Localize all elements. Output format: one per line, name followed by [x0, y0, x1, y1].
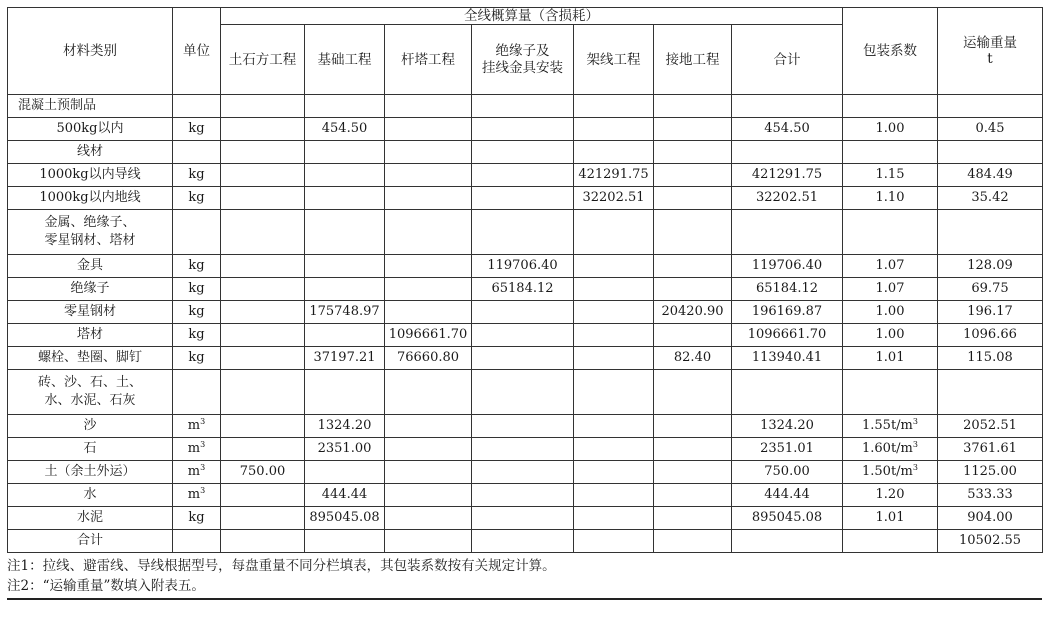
cell-weight: 35.42 [938, 187, 1043, 210]
packing-text: 1.07 [875, 258, 905, 273]
cell-weight: 10502.55 [938, 530, 1043, 553]
cell-category: 沙 [8, 415, 173, 438]
cell-value [221, 187, 305, 210]
cell-unit [173, 438, 221, 461]
cell-value [654, 530, 732, 553]
cell-value [654, 370, 732, 415]
cell-category: 水 [8, 484, 173, 507]
cell-value [472, 95, 574, 118]
table-row [8, 370, 1043, 415]
header-col-6: 合计 [732, 25, 843, 95]
header-weight-line1: 运输重量 [963, 35, 1017, 51]
cell-value [472, 415, 574, 438]
cell-packing [843, 278, 938, 301]
cell-packing [843, 370, 938, 415]
cell-value: 1096661.70 [732, 324, 843, 347]
cell-category: 零星钢材 [8, 301, 173, 324]
cell-value [732, 95, 843, 118]
cell-value [305, 324, 385, 347]
cell-value [574, 415, 654, 438]
packing-text: 1.01 [875, 350, 905, 365]
cell-value: 454.50 [305, 118, 385, 141]
table-row [8, 484, 1043, 507]
unit-text: m [187, 487, 201, 502]
cell-value [472, 347, 574, 370]
cell-packing [843, 347, 938, 370]
cell-unit [173, 324, 221, 347]
cell-value [472, 461, 574, 484]
cell-category: 500kg以内 [8, 118, 173, 141]
cell-value [654, 484, 732, 507]
unit-text: kg [188, 190, 205, 205]
cell-value [654, 438, 732, 461]
packing-text: 1.00 [875, 327, 905, 342]
cell-packing [843, 164, 938, 187]
cell-unit [173, 164, 221, 187]
cell-value: 444.44 [305, 484, 385, 507]
unit-text: kg [188, 327, 205, 342]
cell-value [385, 95, 472, 118]
cell-value [385, 118, 472, 141]
cell-unit [173, 187, 221, 210]
cell-value: 175748.97 [305, 301, 385, 324]
cell-value: 65184.12 [732, 278, 843, 301]
cell-value [574, 210, 654, 255]
cell-unit [173, 347, 221, 370]
packing-text: 1.50t/m [862, 464, 913, 479]
header-packing: 包装系数 [843, 8, 938, 95]
cell-value [574, 370, 654, 415]
cell-value [472, 187, 574, 210]
cell-weight: 69.75 [938, 278, 1043, 301]
table-row [8, 210, 1043, 255]
packing-superscript: 3 [912, 463, 918, 472]
cell-value: 32202.51 [732, 187, 843, 210]
cell-value [574, 278, 654, 301]
cell-category: 螺栓、垫圈、脚钉 [8, 347, 173, 370]
cell-unit [173, 530, 221, 553]
cell-packing [843, 507, 938, 530]
cell-value [574, 324, 654, 347]
cell-packing [843, 461, 938, 484]
unit-superscript: 3 [200, 463, 206, 472]
cell-value [732, 370, 843, 415]
cell-value [654, 95, 732, 118]
cell-value [385, 278, 472, 301]
cell-value [574, 530, 654, 553]
cell-value [221, 95, 305, 118]
cell-category: 塔材 [8, 324, 173, 347]
cell-value [221, 118, 305, 141]
note-2: 注2：“运输重量”数填入附表五。 [7, 578, 205, 594]
cell-value [305, 461, 385, 484]
cell-unit [173, 255, 221, 278]
cell-value [472, 484, 574, 507]
unit-text: kg [188, 121, 205, 136]
cell-unit [173, 507, 221, 530]
cell-value [385, 415, 472, 438]
cell-value [654, 141, 732, 164]
cell-category: 水泥 [8, 507, 173, 530]
table-row [8, 507, 1043, 530]
cell-value [305, 278, 385, 301]
cell-packing [843, 324, 938, 347]
header-col-2: 杆塔工程 [385, 25, 472, 95]
cell-value [221, 507, 305, 530]
unit-text: kg [188, 350, 205, 365]
cell-unit [173, 461, 221, 484]
cell-value [305, 187, 385, 210]
cell-value [574, 438, 654, 461]
cell-packing [843, 484, 938, 507]
cell-value [472, 141, 574, 164]
cell-value: 37197.21 [305, 347, 385, 370]
table-row [8, 324, 1043, 347]
unit-superscript: 3 [200, 440, 206, 449]
cell-value [472, 324, 574, 347]
cell-category: 合计 [8, 530, 173, 553]
table-row [8, 461, 1043, 484]
cell-value [385, 255, 472, 278]
cell-value [654, 118, 732, 141]
cell-category [8, 370, 173, 415]
cell-category: 混凝土预制品 [8, 95, 173, 118]
cell-value [472, 507, 574, 530]
cell-value [221, 164, 305, 187]
packing-text: 1.60t/m [862, 441, 913, 456]
cell-category: 土（余土外运） [8, 461, 173, 484]
header-category: 材料类别 [8, 8, 173, 95]
category-line: 零星钢材、塔材 [44, 233, 136, 248]
cell-value: 895045.08 [305, 507, 385, 530]
table-row [8, 141, 1043, 164]
cell-value [385, 164, 472, 187]
unit-text: kg [188, 510, 205, 525]
cell-value: 1324.20 [732, 415, 843, 438]
cell-value [574, 95, 654, 118]
cell-value [385, 210, 472, 255]
cell-weight: 0.45 [938, 118, 1043, 141]
cell-value [385, 370, 472, 415]
header-weight-line2: t [987, 51, 993, 67]
cell-value [732, 530, 843, 553]
cell-weight: 2052.51 [938, 415, 1043, 438]
cell-value: 454.50 [732, 118, 843, 141]
cell-value: 113940.41 [732, 347, 843, 370]
cell-weight: 1096.66 [938, 324, 1043, 347]
unit-superscript: 3 [200, 417, 206, 426]
cell-weight: 3761.61 [938, 438, 1043, 461]
cell-value [221, 347, 305, 370]
cell-value [385, 301, 472, 324]
header-weight [938, 8, 1043, 95]
category-line: 砖、沙、石、土、 [37, 375, 142, 390]
table-row [8, 255, 1043, 278]
packing-text: 1.10 [875, 190, 905, 205]
cell-value: 750.00 [221, 461, 305, 484]
cell-value [472, 370, 574, 415]
cell-value [732, 141, 843, 164]
cell-value [654, 324, 732, 347]
bottom-rule [7, 598, 1042, 600]
document-page [7, 0, 1048, 600]
cell-value [732, 210, 843, 255]
table-row [8, 164, 1043, 187]
packing-superscript: 3 [912, 440, 918, 449]
cell-value [221, 438, 305, 461]
note-1: 注1：拉线、避雷线、导线根据型号，每盘重量不同分栏填表，其包装系数按有关规定计算。 [7, 558, 556, 574]
cell-packing [843, 530, 938, 553]
cell-packing [843, 301, 938, 324]
cell-value: 1324.20 [305, 415, 385, 438]
cell-weight [938, 370, 1043, 415]
cell-value [472, 438, 574, 461]
cell-value [574, 347, 654, 370]
cell-value [385, 530, 472, 553]
cell-weight: 533.33 [938, 484, 1043, 507]
cell-weight [938, 95, 1043, 118]
packing-text: 1.15 [875, 167, 905, 182]
unit-text: kg [188, 258, 205, 273]
cell-value [472, 118, 574, 141]
cell-value [221, 210, 305, 255]
category-line: 水、水泥、石灰 [44, 393, 136, 408]
table-row [8, 95, 1043, 118]
cell-unit [173, 415, 221, 438]
cell-value [221, 530, 305, 553]
notes [7, 556, 1048, 596]
cell-value: 421291.75 [574, 164, 654, 187]
cell-weight: 484.49 [938, 164, 1043, 187]
cell-category: 金具 [8, 255, 173, 278]
packing-text: 1.55t/m [862, 418, 913, 433]
cell-weight: 196.17 [938, 301, 1043, 324]
cell-value [221, 301, 305, 324]
cell-value [574, 118, 654, 141]
cell-value [385, 187, 472, 210]
cell-value: 65184.12 [472, 278, 574, 301]
cell-packing [843, 95, 938, 118]
packing-text: 1.00 [875, 304, 905, 319]
cell-unit [173, 95, 221, 118]
header-group: 全线概算量（含损耗） [221, 8, 843, 25]
header-col-4: 架线工程 [574, 25, 654, 95]
cell-value: 119706.40 [732, 255, 843, 278]
unit-superscript: 3 [200, 486, 206, 495]
cell-category: 1000kg以内地线 [8, 187, 173, 210]
cell-value [472, 530, 574, 553]
packing-text: 1.20 [875, 487, 905, 502]
cell-value: 196169.87 [732, 301, 843, 324]
cell-weight: 128.09 [938, 255, 1043, 278]
cell-value [305, 141, 385, 164]
cell-value [305, 370, 385, 415]
table-row [8, 438, 1043, 461]
cell-weight: 1125.00 [938, 461, 1043, 484]
cell-value: 750.00 [732, 461, 843, 484]
cell-value [654, 187, 732, 210]
cell-value: 421291.75 [732, 164, 843, 187]
cell-value [654, 507, 732, 530]
cell-unit [173, 118, 221, 141]
cell-value: 119706.40 [472, 255, 574, 278]
table-row [8, 347, 1043, 370]
category-line: 金属、绝缘子、 [44, 215, 136, 230]
cell-value [221, 370, 305, 415]
cell-value: 2351.01 [732, 438, 843, 461]
cell-unit [173, 210, 221, 255]
unit-text: m [187, 464, 201, 479]
cell-unit [173, 278, 221, 301]
cell-value [221, 141, 305, 164]
cell-value [221, 324, 305, 347]
material-weight-table [7, 7, 1043, 553]
cell-category: 石 [8, 438, 173, 461]
cell-value: 82.40 [654, 347, 732, 370]
cell-value [574, 255, 654, 278]
cell-value [574, 301, 654, 324]
cell-value [654, 278, 732, 301]
cell-value [221, 255, 305, 278]
header-col-1: 基础工程 [305, 25, 385, 95]
table-row [8, 187, 1043, 210]
cell-unit [173, 484, 221, 507]
cell-value: 895045.08 [732, 507, 843, 530]
unit-text: kg [188, 281, 205, 296]
cell-value [574, 484, 654, 507]
cell-packing [843, 187, 938, 210]
cell-packing [843, 118, 938, 141]
cell-value: 76660.80 [385, 347, 472, 370]
cell-value [385, 461, 472, 484]
cell-packing [843, 210, 938, 255]
cell-value [305, 530, 385, 553]
cell-value [305, 95, 385, 118]
cell-value [385, 141, 472, 164]
cell-weight: 904.00 [938, 507, 1043, 530]
cell-value [654, 164, 732, 187]
cell-packing [843, 438, 938, 461]
table-row [8, 530, 1043, 553]
header-col-5: 接地工程 [654, 25, 732, 95]
cell-value [654, 210, 732, 255]
cell-unit [173, 301, 221, 324]
cell-value [574, 507, 654, 530]
cell-weight [938, 141, 1043, 164]
unit-text: m [187, 441, 201, 456]
unit-text: kg [188, 167, 205, 182]
header-col-3-line-0: 绝缘子及 [495, 42, 550, 59]
table-body [8, 95, 1043, 553]
packing-superscript: 3 [912, 417, 918, 426]
table-row [8, 118, 1043, 141]
cell-value [385, 507, 472, 530]
cell-weight [938, 210, 1043, 255]
cell-value [221, 278, 305, 301]
cell-packing [843, 415, 938, 438]
header-col-0: 土石方工程 [221, 25, 305, 95]
cell-value [221, 484, 305, 507]
cell-value [385, 484, 472, 507]
packing-text: 1.01 [875, 510, 905, 525]
cell-value [654, 255, 732, 278]
cell-value [574, 141, 654, 164]
cell-unit [173, 141, 221, 164]
cell-packing [843, 255, 938, 278]
header-col-3 [472, 25, 574, 95]
cell-value: 1096661.70 [385, 324, 472, 347]
cell-category: 绝缘子 [8, 278, 173, 301]
table-row [8, 415, 1043, 438]
cell-category: 线材 [8, 141, 173, 164]
cell-value [472, 164, 574, 187]
cell-value [305, 210, 385, 255]
header-col-3-line-1: 挂线金具安装 [482, 59, 563, 76]
table-row [8, 278, 1043, 301]
cell-unit [173, 370, 221, 415]
cell-value [654, 415, 732, 438]
cell-value: 444.44 [732, 484, 843, 507]
cell-value [654, 461, 732, 484]
cell-value [472, 210, 574, 255]
cell-value [574, 461, 654, 484]
packing-text: 1.00 [875, 121, 905, 136]
cell-value: 32202.51 [574, 187, 654, 210]
cell-category [8, 210, 173, 255]
cell-value [385, 438, 472, 461]
cell-value [221, 415, 305, 438]
header-unit: 单位 [173, 8, 221, 95]
cell-value [305, 164, 385, 187]
unit-text: kg [188, 304, 205, 319]
cell-value: 2351.00 [305, 438, 385, 461]
cell-category: 1000kg以内导线 [8, 164, 173, 187]
unit-text: m [187, 418, 201, 433]
cell-weight: 115.08 [938, 347, 1043, 370]
table-row [8, 301, 1043, 324]
cell-value [472, 301, 574, 324]
packing-text: 1.07 [875, 281, 905, 296]
cell-value: 20420.90 [654, 301, 732, 324]
cell-packing [843, 141, 938, 164]
cell-value [305, 255, 385, 278]
